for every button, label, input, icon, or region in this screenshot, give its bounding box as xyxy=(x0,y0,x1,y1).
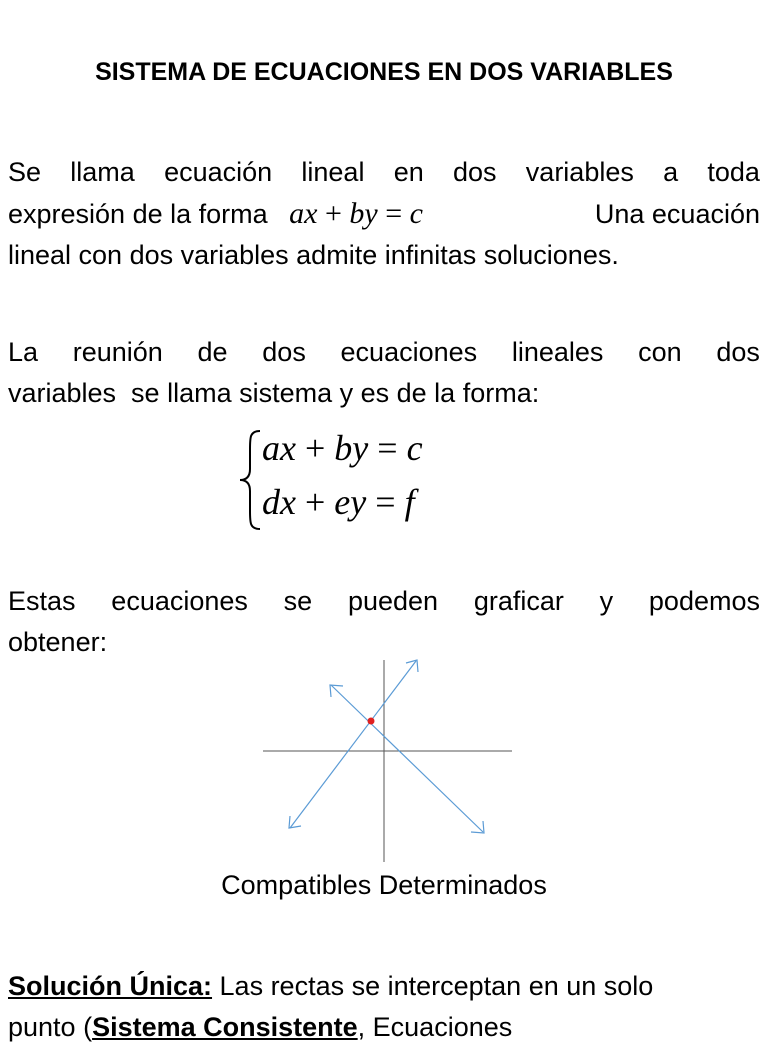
text-una-ecuacion: Una ecuación xyxy=(594,199,760,229)
formula-inline: ax + by = c xyxy=(289,197,423,230)
solution-line2-bold: Sistema Consistente xyxy=(92,1012,358,1042)
page-title: SISTEMA DE ECUACIONES EN DOS VARIABLES xyxy=(95,58,673,86)
word: de xyxy=(197,337,228,367)
equation-2: dx + ey = f xyxy=(262,482,415,522)
word: variables xyxy=(525,157,634,187)
word: ecuación xyxy=(164,157,273,187)
word: y xyxy=(599,586,614,616)
word: a xyxy=(663,157,679,187)
curly-brace-icon xyxy=(238,429,264,531)
word: ecuaciones xyxy=(340,337,478,367)
paragraph-line xyxy=(8,1007,768,1048)
solution-label: Solución Única: xyxy=(8,971,213,1001)
line-descending xyxy=(331,685,483,832)
paragraph-line xyxy=(8,581,760,622)
paragraph-line xyxy=(8,966,768,1007)
word: con xyxy=(638,337,682,367)
word: lineales xyxy=(511,337,604,367)
word: podemos xyxy=(648,586,760,616)
word: se xyxy=(283,586,313,616)
word: ecuaciones xyxy=(111,586,248,616)
intersecting-lines-graph xyxy=(258,656,514,864)
word: graficar xyxy=(473,586,564,616)
solution-line2-pre: punto ( xyxy=(8,1012,93,1042)
word: dos xyxy=(716,337,760,367)
word: dos xyxy=(453,157,497,187)
paragraph-line: lineal con dos variables admite infinitas soluciones. xyxy=(8,240,619,270)
paragraph-line: variables se llama sistema y es de la forma: xyxy=(8,378,540,408)
word: en xyxy=(393,157,424,187)
paragraph-line: obtener: xyxy=(8,627,108,657)
paragraph-line xyxy=(8,193,760,235)
intersection-point xyxy=(368,718,375,725)
word: Se xyxy=(8,157,42,187)
solution-paragraph xyxy=(8,966,768,1048)
line-ascending xyxy=(290,661,416,828)
solution-line2-post: , Ecuaciones xyxy=(357,1012,513,1042)
word: dos xyxy=(262,337,306,367)
text-expression: expresión de la forma xyxy=(8,199,268,229)
word: llama xyxy=(70,157,135,187)
solution-text: Las rectas se interceptan en un solo xyxy=(212,971,654,1001)
word: lineal xyxy=(301,157,365,187)
paragraph-line xyxy=(8,152,760,193)
graph-caption: Compatibles Determinados xyxy=(221,870,547,900)
paragraph-system xyxy=(8,332,760,414)
paragraph-graph-intro xyxy=(8,581,760,663)
equation-1: ax + by = c xyxy=(262,428,423,468)
word: Estas xyxy=(8,586,76,616)
paragraph-definition xyxy=(8,152,760,276)
word: toda xyxy=(707,157,760,187)
word: reunión xyxy=(72,337,163,367)
word: pueden xyxy=(347,586,439,616)
paragraph-line xyxy=(8,332,760,373)
word: La xyxy=(8,337,39,367)
